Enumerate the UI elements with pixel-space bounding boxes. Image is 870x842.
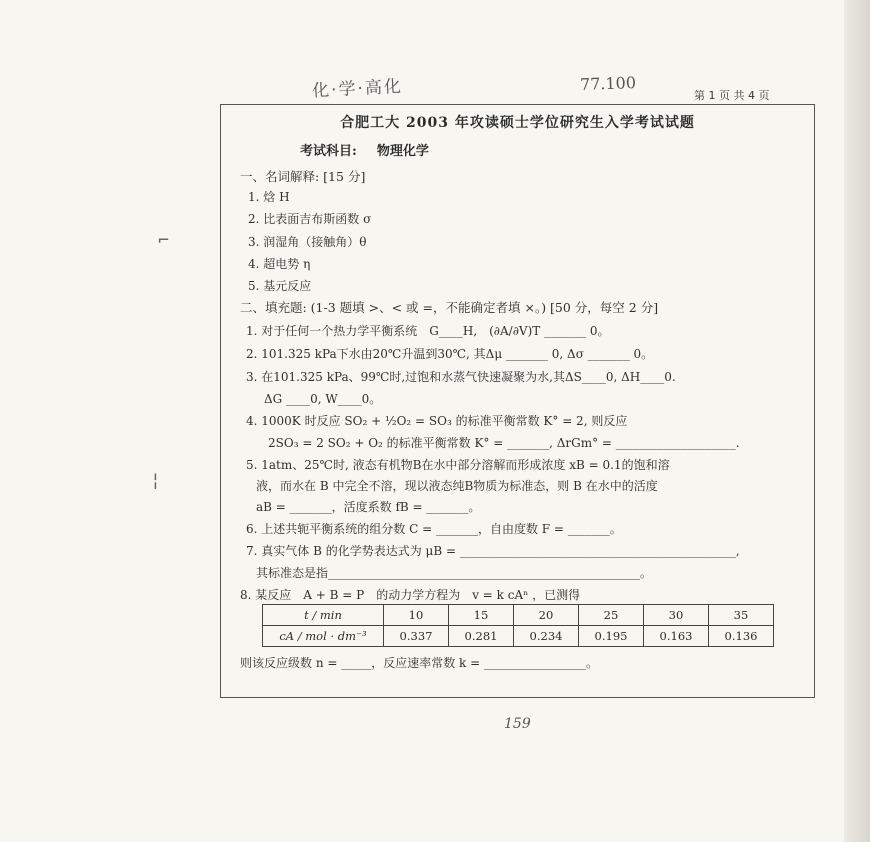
subject-label: 考试科目:	[300, 144, 357, 159]
question-3-line2: ΔG ____0, W____0。	[264, 392, 382, 406]
table-cell: 0.195	[579, 626, 644, 647]
question-2: 2. 101.325 kPa下水由20℃升温到30℃, 其Δμ _______ 0, Δσ _______ 0。	[246, 347, 654, 361]
term-1: 1. 焓 H	[248, 190, 290, 204]
question-7-line2: 其标准态是指____________________________________________________。	[256, 566, 653, 580]
handwritten-page-number: 159	[504, 716, 531, 732]
term-3: 3. 润湿角（接触角）θ	[248, 235, 367, 249]
table-cell: 25	[579, 605, 644, 626]
section2-heading: 二、填充题: (1-3 题填 >、< 或 =，不能确定者填 ×。) [50 分，每空 2 分]	[240, 300, 659, 315]
margin-mark-top: ⌐	[158, 230, 169, 251]
term-2: 2. 比表面吉布斯函数 σ	[248, 212, 372, 226]
question-1: 1. 对于任何一个热力学平衡系统 G____H, (∂A/∂V)T _______ 0。	[246, 324, 610, 338]
table-cell: 35	[709, 605, 774, 626]
kinetics-data-table	[262, 604, 774, 647]
question-4-line1: 4. 1000K 时反应 SO₂ + ½O₂ = SO₃ 的标准平衡常数 K° = 2, 则反应	[246, 414, 628, 428]
table-cell: 0.163	[644, 626, 709, 647]
question-8: 8. 某反应 A + B = P 的动力学方程为 v = k cAⁿ ，已测得	[240, 588, 581, 602]
question-8-conclusion: 则该反应级数 n = _____，反应速率常数 k = _________________。	[240, 656, 598, 670]
table-cell: 0.281	[449, 626, 514, 647]
question-4-line2: 2SO₃ = 2 SO₂ + O₂ 的标准平衡常数 K° = _______, ΔrGm° = ____________________.	[268, 436, 740, 450]
question-5-line1: 5. 1atm、25℃时, 液态有机物B在水中部分溶解而形成浓度 xB = 0.1的饱和溶	[246, 458, 670, 472]
table-cell: 15	[449, 605, 514, 626]
table-cell: 0.337	[384, 626, 449, 647]
handwritten-note-right: 77.100	[579, 73, 637, 94]
handwritten-note-left: 化·学·高化	[311, 76, 404, 102]
question-5-line3: aB = _______，活度系数 fB = _______。	[256, 500, 481, 514]
table-header-time: t / min	[263, 605, 384, 626]
table-cell: 20	[514, 605, 579, 626]
margin-mark-bottom: ¦	[150, 470, 161, 491]
table-cell: 30	[644, 605, 709, 626]
table-cell: 0.136	[709, 626, 774, 647]
question-7-line1: 7. 真实气体 B 的化学势表达式为 μB = ______________________________________________,	[246, 544, 740, 558]
table-cell: 10	[384, 605, 449, 626]
table-header-concentration: cA / mol · dm⁻³	[263, 626, 384, 647]
term-5: 5. 基元反应	[248, 279, 312, 293]
question-3-line1: 3. 在101.325 kPa、99℃时,过饱和水蒸气快速凝聚为水,其ΔS____0, ΔH____0.	[246, 370, 676, 384]
table-row	[263, 626, 774, 647]
table-row	[263, 605, 774, 626]
page-indicator: 第 1 页 共 4 页	[694, 89, 770, 102]
scan-edge-shadow	[844, 0, 870, 842]
question-5-line2: 液，而水在 B 中完全不溶，现以液态纯B物质为标准态，则 B 在水中的活度	[256, 479, 658, 493]
table-cell: 0.234	[514, 626, 579, 647]
subject-value: 物理化学	[376, 144, 429, 159]
question-6: 6. 上述共轭平衡系统的组分数 C = _______，自由度数 F = _______。	[246, 522, 622, 536]
exam-subject	[300, 140, 429, 159]
exam-title: 合肥工大 2003 年攻读硕士学位研究生入学考试试题	[340, 115, 695, 131]
section1-heading: 一、名词解释: [15 分]	[240, 169, 366, 184]
term-4: 4. 超电势 η	[248, 257, 311, 271]
